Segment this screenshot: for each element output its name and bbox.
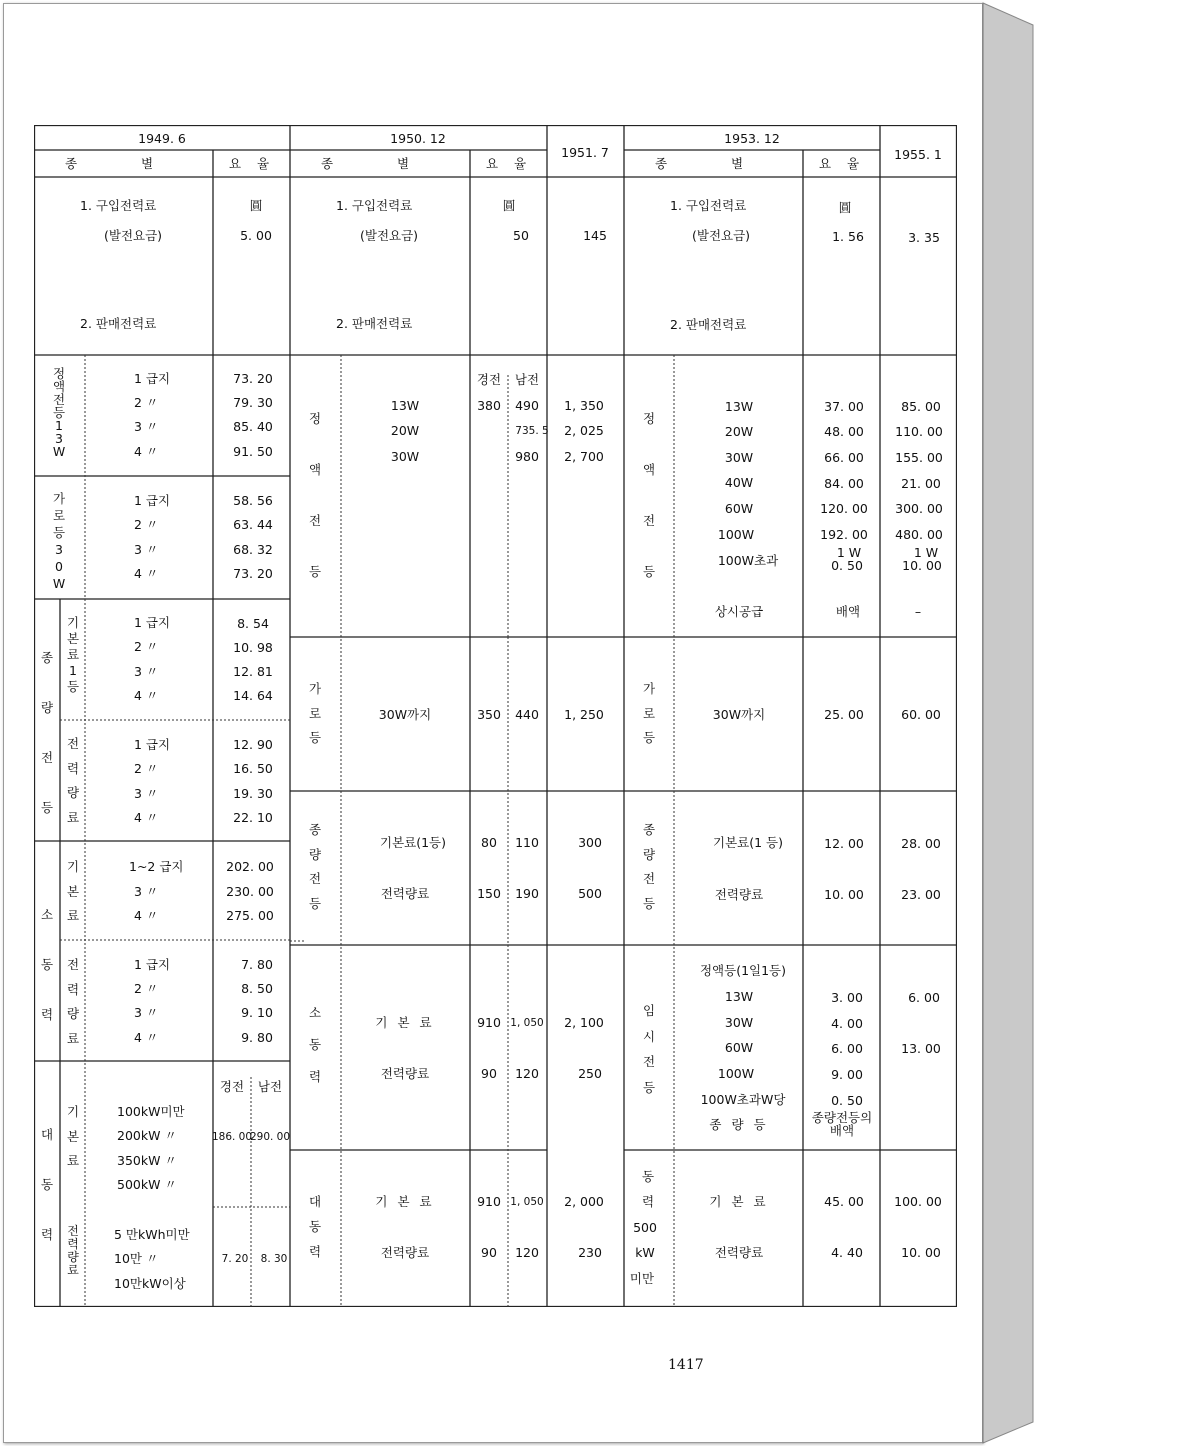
street-label-1950: 가로등 — [308, 681, 322, 745]
gen-fee-label-1949: (발전요금) — [104, 228, 163, 243]
flat-rate-nam-1950: 490 — [515, 398, 539, 413]
purchase-rate-1949: 5. 00 — [240, 228, 272, 243]
large-item-1950: 기 본 료 — [375, 1194, 435, 1209]
power-rate-1955: 100. 00 — [894, 1194, 942, 1209]
small-energy-label-1949: 전력량료 — [66, 957, 80, 1046]
small-energy-rate-1949: 7. 80 — [241, 957, 273, 972]
temp-rate-1955: 13. 00 — [901, 1041, 941, 1056]
meter-label-1950: 종량전등 — [308, 822, 322, 911]
flat-rate-nam-1950: 980 — [515, 449, 539, 464]
rate-table — [34, 125, 957, 1307]
temp-meter-item-1953: 종 량 등 — [709, 1117, 769, 1132]
small-rate-1951: 2, 100 — [564, 1015, 604, 1030]
flat-rate-1955: 480. 00 — [895, 527, 943, 542]
temp-rate-1955: 6. 00 — [908, 990, 940, 1005]
flat-rate-1955: 155. 00 — [895, 450, 943, 465]
small-rate-nam-1950: 120 — [515, 1066, 539, 1081]
flat-label-1953: 정액전등 — [642, 411, 656, 579]
small-energy-grade-1949: 1 급지 — [134, 957, 171, 972]
large-basic-rate-nam-1949: 290. 00 — [249, 1131, 291, 1143]
flat-rate-1953: 48. 00 — [824, 424, 864, 439]
flat-rate-1955: 85. 00 — [901, 399, 941, 414]
kyeong-label-1950: 경전 — [476, 372, 502, 387]
flat-rate-1949: 73. 20 — [233, 371, 273, 386]
large-energy-label-1949: 전력량료 — [67, 1224, 79, 1277]
small-basic-grade-1949: 4 〃 — [134, 908, 159, 923]
small-power-label-1950: 소동력 — [308, 1005, 322, 1084]
meter-energy-rate-1949: 22. 10 — [233, 810, 273, 825]
gen-fee-label-1953: (발전요금) — [692, 228, 751, 243]
header-year-1950: 1950. 12 — [390, 131, 446, 146]
flat-label-1950: 정액전등 — [308, 411, 322, 579]
power-item-1953: 전력량료 — [714, 1245, 764, 1260]
street-rate-1949: 63. 44 — [233, 517, 273, 532]
flat-item-1950: 20W — [390, 423, 420, 438]
meter-basic-rate-1949: 10. 98 — [233, 640, 273, 655]
small-energy-grade-1949: 2 〃 — [134, 981, 159, 996]
flat-item-1950: 13W — [390, 398, 420, 413]
meter-rate-1953: 10. 00 — [824, 887, 864, 902]
purchase-rate-1955: 3. 35 — [908, 230, 940, 245]
street-grade-1949: 4 〃 — [134, 566, 159, 581]
flat-item-1953: 40W — [724, 475, 754, 490]
street-rate-1949: 58. 56 — [233, 493, 273, 508]
small-basic-grade-1949: 3 〃 — [134, 884, 159, 899]
meter-rate-1955: 23. 00 — [901, 887, 941, 902]
flat-over-rate1-1955: 1 W — [913, 545, 939, 560]
small-basic-grade-1949: 1~2 급지 — [129, 859, 184, 874]
power-label-1953: kW — [635, 1245, 655, 1260]
kyeong-label-1949: 경전 — [219, 1079, 245, 1094]
power-label-1953: 력 — [641, 1194, 655, 1209]
small-energy-rate-1949: 9. 10 — [241, 1005, 273, 1020]
purchase-label-1953: 1. 구입전력료 — [670, 198, 747, 213]
temp-rate-1953: 6. 00 — [831, 1041, 863, 1056]
flat-label-1949: 정액전등13W — [52, 366, 66, 459]
flat-rate-1953: 192. 00 — [820, 527, 868, 542]
flat-rate-1951: 1, 350 — [564, 398, 604, 413]
purchase-label-1950: 1. 구입전력료 — [336, 198, 413, 213]
meter-item-1950: 전력량료 — [380, 886, 430, 901]
meter-item-1953: 기본료(1 등) — [713, 835, 783, 850]
purchase-rate-1953: 1. 56 — [832, 229, 864, 244]
large-power-label-1949: 대동력 — [40, 1127, 54, 1242]
large-energy-grade-1949: 10만kW이상 — [114, 1276, 186, 1291]
flat-rate-1949: 79. 30 — [233, 395, 273, 410]
large-energy-rate-kyeong-1949: 7. 20 — [221, 1253, 249, 1265]
meter-rate-nam-1950: 190 — [515, 886, 539, 901]
flat-grade-1949: 2 〃 — [134, 395, 159, 410]
flat-rate-1951: 2, 025 — [564, 423, 604, 438]
header-year-1949: 1949. 6 — [138, 131, 186, 146]
street-label-1949: 가로등30W — [52, 491, 66, 591]
meter-energy-grade-1949: 2 〃 — [134, 761, 159, 776]
meter-rate-kyeong-1950: 150 — [477, 886, 501, 901]
large-rate-kyeong-1950: 910 — [477, 1194, 501, 1209]
flat-rate-1953: 120. 00 — [820, 501, 868, 516]
flat-rate-1949: 91. 50 — [233, 444, 273, 459]
flat-rate-kyeong-1950: 380 — [477, 398, 501, 413]
small-rate-kyeong-1950: 90 — [481, 1066, 497, 1081]
meter-item-1953: 전력량료 — [714, 887, 764, 902]
meter-rate-1951: 300 — [578, 835, 602, 850]
constant-item-1953: 상시공급 — [714, 604, 764, 619]
flat-rate-1951: 2, 700 — [564, 449, 604, 464]
meter-label-1953: 종량전등 — [642, 822, 656, 911]
large-rate-nam-1950: 1, 050 — [510, 1196, 544, 1208]
flat-rate-1955: 300. 00 — [895, 501, 943, 516]
meter-label-1949: 종량전등 — [40, 650, 54, 815]
constant-rate-1953: 배액 — [835, 604, 861, 619]
flat-over-rate2-1955: 10. 00 — [902, 558, 942, 573]
header-year-1953: 1953. 12 — [724, 131, 780, 146]
sales-label-1950: 2. 판매전력료 — [336, 316, 413, 331]
nam-label-1949: 남전 — [257, 1079, 283, 1094]
meter-rate-nam-1950: 110 — [515, 835, 539, 850]
street-grade-1949: 3 〃 — [134, 542, 159, 557]
flat-over-rate1-1953: 1 W — [836, 545, 862, 560]
power-rate-1953: 4. 40 — [831, 1245, 863, 1260]
purchase-label-1949: 1. 구입전력료 — [80, 198, 157, 213]
meter-basic-grade-1949: 2 〃 — [134, 639, 159, 654]
small-power-label-1949: 소동력 — [40, 907, 54, 1022]
power-label-1953: 동 — [641, 1169, 655, 1184]
street-item-1953: 30W까지 — [712, 707, 766, 722]
flat-item-1953: 100W초과 — [717, 553, 779, 568]
header-kind-1950: 종 별 — [320, 156, 440, 171]
street-grade-1949: 1 급지 — [134, 493, 171, 508]
temp-head-1953: 정액등(1일1등) — [699, 963, 787, 978]
meter-basic-grade-1949: 1 급지 — [134, 615, 171, 630]
temp-rate-1953: 3. 00 — [831, 990, 863, 1005]
meter-energy-rate-1949: 19. 30 — [233, 786, 273, 801]
flat-item-1953: 30W — [724, 450, 754, 465]
small-basic-rate-1949: 230. 00 — [226, 884, 274, 899]
meter-energy-rate-1949: 12. 90 — [233, 737, 273, 752]
header-kind-1949: 종 별 — [64, 156, 184, 171]
flat-over-rate2-1953: 0. 50 — [831, 558, 863, 573]
meter-basic-label-1949: 기본료1등 — [66, 615, 80, 694]
temp-item-1953: 13W — [724, 989, 754, 1004]
header-rate-1949: 요 율 — [228, 156, 276, 171]
meter-rate-1951: 500 — [578, 886, 602, 901]
large-power-label-1950: 대동력 — [308, 1194, 322, 1259]
street-rate-1953: 25. 00 — [824, 707, 864, 722]
meter-basic-rate-1949: 8. 54 — [237, 616, 269, 631]
sales-label-1953: 2. 판매전력료 — [670, 317, 747, 332]
power-label-1953: 500 — [633, 1220, 657, 1235]
large-item-1950: 전력량료 — [380, 1245, 430, 1260]
temp-item-1953: 100W초과W당 — [700, 1092, 786, 1107]
flat-item-1950: 30W — [390, 449, 420, 464]
power-label-1953: 미만 — [629, 1271, 655, 1286]
small-rate-nam-1950: 1, 050 — [510, 1017, 544, 1029]
meter-basic-grade-1949: 3 〃 — [134, 664, 159, 679]
meter-rate-kyeong-1950: 80 — [481, 835, 497, 850]
meter-basic-grade-1949: 4 〃 — [134, 688, 159, 703]
small-energy-rate-1949: 8. 50 — [241, 981, 273, 996]
power-item-1953: 기 본 료 — [709, 1194, 769, 1209]
large-energy-rate-nam-1949: 8. 30 — [260, 1253, 288, 1265]
street-item-1950: 30W까지 — [378, 707, 432, 722]
flat-rate-1953: 66. 00 — [824, 450, 864, 465]
nam-label-1950: 남전 — [514, 372, 540, 387]
temp-rate-1953: 9. 00 — [831, 1067, 863, 1082]
gen-fee-label-1950: (발전요금) — [360, 228, 419, 243]
temp-item-1953: 100W — [717, 1066, 755, 1081]
meter-energy-grade-1949: 3 〃 — [134, 786, 159, 801]
meter-rate-1955: 28. 00 — [901, 836, 941, 851]
small-rate-kyeong-1950: 910 — [477, 1015, 501, 1030]
street-rate-1949: 68. 32 — [233, 542, 273, 557]
large-basic-rate-kyeong-1949: 186. 00 — [211, 1131, 253, 1143]
large-rate-1951: 230 — [578, 1245, 602, 1260]
small-energy-grade-1949: 3 〃 — [134, 1005, 159, 1020]
meter-energy-grade-1949: 1 급지 — [134, 737, 171, 752]
purchase-rate-1950: 50 — [513, 228, 529, 243]
power-rate-1955: 10. 00 — [901, 1245, 941, 1260]
large-rate-nam-1950: 120 — [515, 1245, 539, 1260]
meter-energy-label-1949: 전력량료 — [66, 736, 80, 825]
header-kind-1953: 종 별 — [654, 156, 774, 171]
small-energy-grade-1949: 4 〃 — [134, 1030, 159, 1045]
flat-rate-1953: 37. 00 — [824, 399, 864, 414]
meter-energy-grade-1949: 4 〃 — [134, 810, 159, 825]
meter-item-1950: 기본료(1등) — [379, 835, 447, 850]
flat-rate-nam-1950: 735. 5 — [515, 425, 549, 437]
flat-item-1953: 100W — [717, 527, 755, 542]
power-rate-1953: 45. 00 — [824, 1194, 864, 1209]
street-rate-nam-1950: 440 — [515, 707, 539, 722]
flat-grade-1949: 3 〃 — [134, 419, 159, 434]
purchase-rate-1951: 145 — [583, 228, 607, 243]
temp-meter-rate2-1953: 배액 — [829, 1123, 855, 1138]
temp-rate-1953: 0. 50 — [831, 1093, 863, 1108]
large-basic-grade-1949: 500kW 〃 — [117, 1177, 177, 1192]
small-basic-label-1949: 기본료 — [66, 859, 80, 923]
large-basic-grade-1949: 350kW 〃 — [117, 1153, 177, 1168]
meter-basic-rate-1949: 12. 81 — [233, 664, 273, 679]
flat-grade-1949: 4 〃 — [134, 444, 159, 459]
large-basic-grade-1949: 200kW 〃 — [117, 1128, 177, 1143]
unit-1949: 圓 — [249, 198, 263, 213]
large-rate-1951: 2, 000 — [564, 1194, 604, 1209]
small-energy-rate-1949: 9. 80 — [241, 1030, 273, 1045]
temp-label-1953: 임시전등 — [642, 1003, 656, 1095]
large-basic-label-1949: 기본료 — [66, 1104, 80, 1168]
temp-rate-1953: 4. 00 — [831, 1016, 863, 1031]
temp-item-1953: 60W — [724, 1040, 754, 1055]
small-rate-1951: 250 — [578, 1066, 602, 1081]
page-number: 1417 — [668, 1357, 704, 1373]
temp-item-1953: 30W — [724, 1015, 754, 1030]
meter-energy-rate-1949: 16. 50 — [233, 761, 273, 776]
street-rate-kyeong-1950: 350 — [477, 707, 501, 722]
small-item-1950: 전력량료 — [380, 1066, 430, 1081]
large-rate-kyeong-1950: 90 — [481, 1245, 497, 1260]
flat-item-1953: 13W — [724, 399, 754, 414]
flat-item-1953: 20W — [724, 424, 754, 439]
temp-meter-rate1-1953: 종량전등의 — [811, 1110, 873, 1125]
meter-basic-rate-1949: 14. 64 — [233, 688, 273, 703]
flat-rate-1953: 84. 00 — [824, 476, 864, 491]
header-year-1951: 1951. 7 — [561, 145, 609, 160]
header-year-1955: 1955. 1 — [894, 147, 942, 162]
small-item-1950: 기 본 료 — [375, 1015, 435, 1030]
small-basic-rate-1949: 275. 00 — [226, 908, 274, 923]
street-rate-1951: 1, 250 — [564, 707, 604, 722]
flat-rate-1955: 110. 00 — [895, 424, 943, 439]
flat-rate-1949: 85. 40 — [233, 419, 273, 434]
flat-grade-1949: 1 급지 — [134, 371, 171, 386]
flat-rate-1955: 21. 00 — [901, 476, 941, 491]
unit-1953: 圓 — [838, 200, 852, 215]
street-label-1953: 가로등 — [642, 681, 656, 745]
large-basic-grade-1949: 100kW미만 — [117, 1104, 185, 1119]
header-rate-1950: 요 율 — [485, 156, 533, 171]
constant-rate-1955: – — [914, 604, 922, 619]
meter-rate-1953: 12. 00 — [824, 836, 864, 851]
street-rate-1949: 73. 20 — [233, 566, 273, 581]
small-basic-rate-1949: 202. 00 — [226, 859, 274, 874]
large-energy-grade-1949: 10만 〃 — [114, 1251, 159, 1266]
street-rate-1955: 60. 00 — [901, 707, 941, 722]
street-grade-1949: 2 〃 — [134, 517, 159, 532]
sales-label-1949: 2. 판매전력료 — [80, 316, 157, 331]
unit-1950: 圓 — [502, 198, 516, 213]
header-rate-1953: 요 율 — [818, 156, 866, 171]
flat-item-1953: 60W — [724, 501, 754, 516]
large-energy-grade-1949: 5 만kWh미만 — [114, 1227, 190, 1242]
